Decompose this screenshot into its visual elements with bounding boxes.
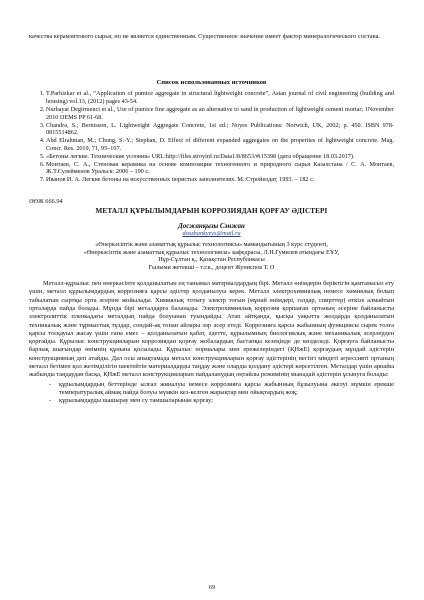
- affiliation-line: Ғылыми жетекші – т.г.к., доцент Жуниспов Т. О: [148, 264, 275, 272]
- affiliation-line: Нұр-Сұлтан қ., Қазақстан Республикасы: [158, 256, 265, 264]
- intro-paragraph: качества керамзитового сырья, но не является единственным. Существенное значение имеет фактор минералогического состава.: [29, 33, 381, 40]
- references-title: Список использованных источников: [156, 79, 267, 87]
- reference-item: 3. Chandra, S.; Berntsson, L. Lightweight Aggregate Concrete, 1st ed.; Noyes Publications: Norwich, UK, 2002; p. 450. ISBN 978-0815514862.: [46, 122, 394, 137]
- references-list: [29, 90, 394, 183]
- affiliation-line: «Өнеркәсіптік және азаматтық құрылыс технологиясы» кафедрасы, Л.Н.Гумилев атындағы ЕҰУ,: [83, 248, 340, 256]
- udc-code: ӘӨЖ 666.94: [29, 197, 63, 205]
- article-body-paragraph: Металл-құрылыс пен өнеркәсіпте қолданылатын ең танымал материалдардың бірі. Металл өнімдерін беріктігін қамтамасыз ету үшін, металл құрылымдардың коррозияға қарсы әдістер қолданылуы керек. Металл электрохимиялық немесе химиялық болып табылатын сыртқы орта әсеріне жойылады. Химиялық тотығу электр тогын (мұнай өнімдері, газдар, спирттер) өткізе алмайтын орталарда пайда болады. Мұнда бірі металдарға баланады. Электрохимиялық коррозия қоршаған ортаның әсеріне байланысты электролиттік пленкадағы металдың пайда болуынан туындайды. Атап айтқанда, қысқы уақытта жолдарда қолданылатын техникалық және тұрмыстық тұздар, сондай-ақ топан айлары зор әсер етеді. Коррозияға қарсы жабынның функциясы сырек толға қарсы тосқауыл жасау үшін ғана емес – қолданылатын қабат, әдетте, құрылымның биологиялық және механикалық әсерлерден қорғайды. Құрылыс конструкцияларын коррозиядан қорғау жобалардың бастапқы кезеңінде де көзделеді. Қорғауға байланысты барлық шығындар өнімнің құнына қосылады. Құрылыс нормалары мен ережелеріндегі (ҚНжЕ) қорғаудың мұндай әдістерін конструкцияның деп атайды. Дал осы анықтамада металл конструкцияларын қорғау әдістерінің негізгі міндеті агрессивті ортаның металл бетімен қол жетімділігін шектейтін материалдарды таңдау және оларды қолдану әдістері көрсетілген. Металдар үшін арнайы жабынды таңдаудан басқа, ҚНжЕ металл конструкцияларын пайдаланудың оңтайлы режимінің мынадай әдістерін ұсынуға болады:: [29, 280, 394, 379]
- bullet-list: [29, 381, 394, 406]
- reference-item: 1. T.Parhizkar et al., “Application of pumice aggregate in structural lightweight concrete”, Asian journal of civil engineering (building and housing) vol.13, (2012) pages 43-54.: [46, 90, 394, 105]
- reference-item: 4. Abd Elrahman, M.; Chung, S.-Y.; Stephan, D. Effect of different expanded aggregates on the properties of lightweight concrete. Mag. Concr. Res. 2019, 71, 95–107.: [46, 137, 394, 152]
- reference-item: 5. «Бетоны легкие. Технические условия» URL:http://files.stroyinf.ru/Data1/8/8653/#i15398 (дата обращение 18.03.2017).: [46, 153, 394, 161]
- reference-item: 2. Nurhayat Degirmenci et al., Use of pumice fine aggregate as an alternative to sand in production of lightweight cement mortar; 1November 2010 IJEMS PP 61-68.: [46, 106, 394, 121]
- page-number: 69: [208, 584, 216, 591]
- author-name: Досжанқызы Сәнжан: [178, 222, 245, 230]
- bullet-item: - құрылымдарды шашырау мен су тамшыларынан қорғау;: [59, 397, 394, 405]
- article-title: МЕТАЛЛ ҚҰРЫЛЫМДАРЫН КОРРОЗИЯДАН ҚОРҒАУ ӘДІСТЕРІ: [95, 206, 328, 215]
- reference-item: 6. Монтаев, С. А., Стеновая керамика на основе композиции техногенного и природного сырья Казахстана / С. А. Монтаев, Ж.Т.Сулейменов Уральск: 2006 – 190 с.: [46, 161, 394, 176]
- reference-item: 7. Иванов И. А. Легкие бетоны на искусственных пористых заполнителях. М.:Стройиздат, 1993. – 182 с.: [46, 176, 394, 184]
- affiliation-line: «Өнеркәсіптік және азаматтық құрылыс технологиясы» мамандығының 3 курс студенті,: [95, 240, 328, 248]
- author-email-link[interactable]: doszhankyzys@mail.ru: [182, 229, 241, 237]
- bullet-item: - құрылымдардың беттерінде ылғал жиналуы немесе коррозияға қарсы жабынның бұзылуына әкелуі мүмкін ерекше температуралық аймақ пайда болуы мүмкін кез-келген жарықтар мен ойықтардың жоқ;: [59, 381, 394, 398]
